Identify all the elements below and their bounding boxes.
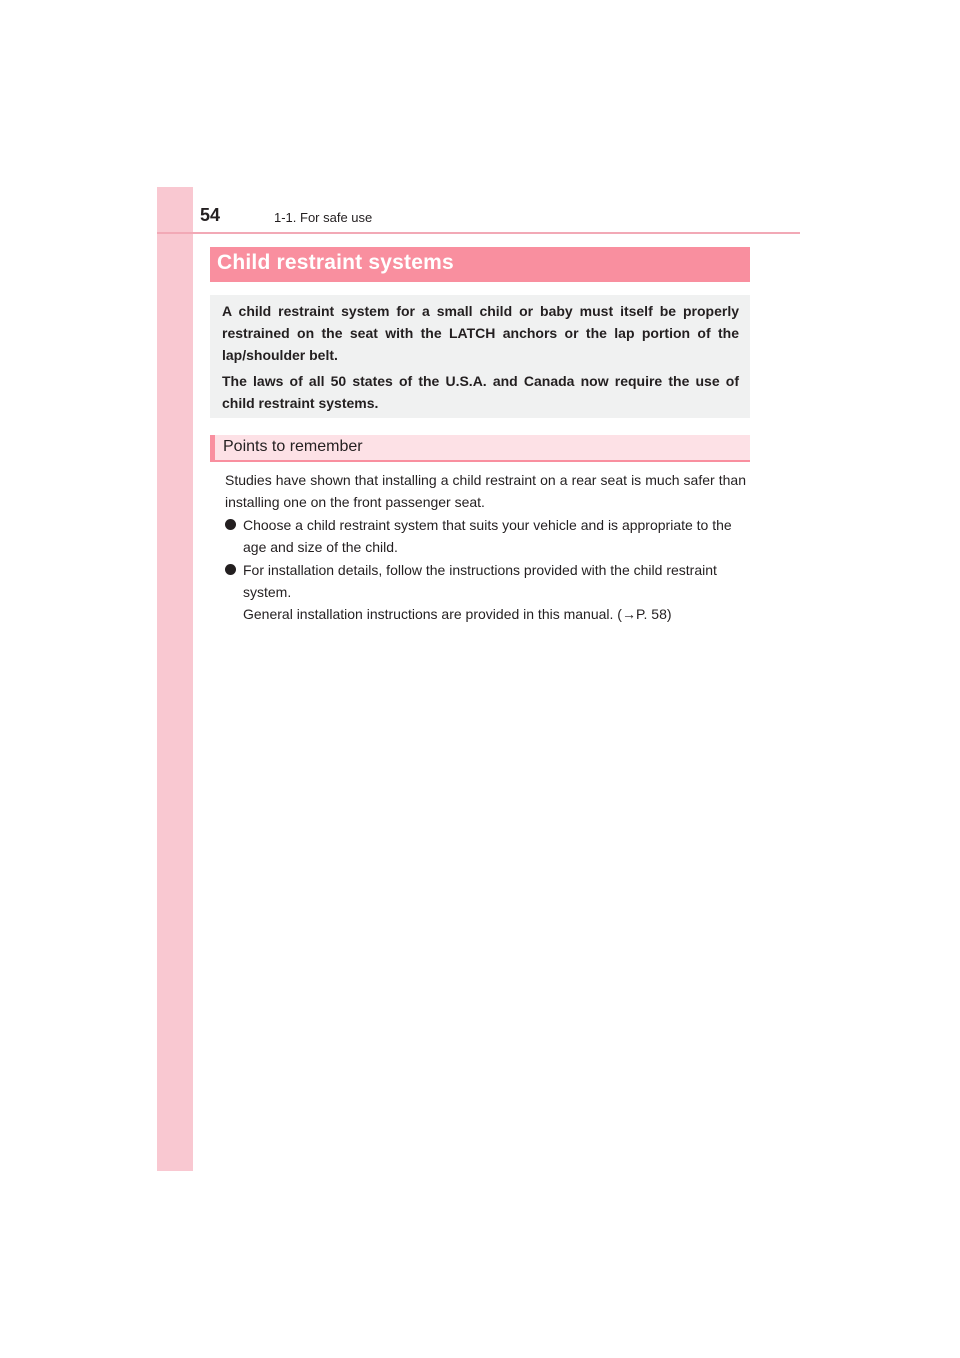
page-number: 54 xyxy=(200,205,221,225)
subheading-text: Points to remember xyxy=(223,438,363,455)
header-rule xyxy=(157,232,800,234)
subheading xyxy=(210,435,750,462)
list-item xyxy=(225,559,746,625)
bullet-text: Choose a child restraint system that suits your vehicle and is appropriate to the age and size of the child. xyxy=(243,517,732,555)
body-paragraph: Studies have shown that installing a child restraint on a rear seat is much safer than installing one on the front passenger seat. xyxy=(225,472,746,510)
intro-paragraph-1: A child restraint system for a small child or baby must itself be properly restrained on the seat with the LATCH anchors or the lap portion of the lap/shoulder belt. xyxy=(222,303,739,363)
bullet-icon xyxy=(225,564,236,575)
intro-box xyxy=(210,295,750,418)
side-band xyxy=(157,187,193,1171)
body-text xyxy=(225,469,746,626)
bullet-extra-text: General installation instructions are provided in this manual. (→P. 58) xyxy=(243,606,672,622)
list-item xyxy=(225,514,746,558)
section-label: 1-1. For safe use xyxy=(274,210,373,225)
bullet-text: For installation details, follow the instructions provided with the child restraint system. xyxy=(243,562,717,600)
intro-paragraph-2: The laws of all 50 states of the U.S.A. and Canada now require the use of child restraint systems. xyxy=(222,373,739,411)
bullet-icon xyxy=(225,519,236,530)
title-bar xyxy=(210,247,750,282)
page-title: Child restraint systems xyxy=(217,251,454,274)
